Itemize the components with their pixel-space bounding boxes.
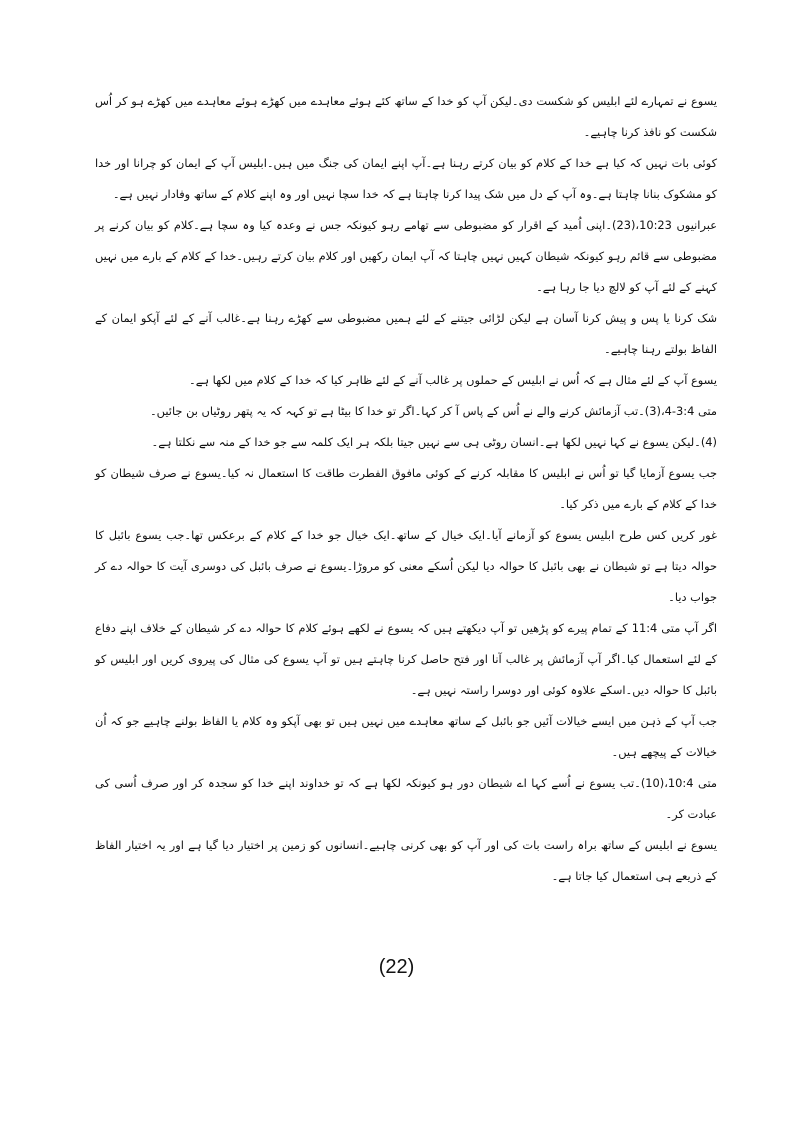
paragraph-1: یسوع نے تمہارے لئے ابلیس کو شکست دی۔لیکن آپ کو خدا کے ساتھ کئے ہوئے معاہدے میں کھڑے ہوئے معاہدے میں کھڑے ہو کر اُس شکست کو نافذ کرنا چاہیے۔ [95, 94, 717, 139]
paragraph-3: عبرانیوں 10:23،(23)۔اپنی اُمید کے اقرار کو مضبوطی سے تھامے رہو کیونکہ جس نے وعدہ کیا وہ سچا ہے۔کلام کو بیان کرنے پر مضبوطی سے قائم رہو کیونکہ شیطان کہیں نہیں چاہتا کہ آپ ایمان رکھیں اور کلام بیان کرتے رہیں۔خدا کے کلام کے بارے میں نہیں کہنے کے لئے آپ کو لالچ دیا جا رہا ہے۔ [95, 218, 717, 294]
paragraph-7: (4)۔لیکن یسوع نے کہا نہیں لکھا ہے۔انسان روٹی ہی سے نہیں جیتا بلکہ ہر ایک کلمہ سے جو خدا کے منہ سے نکلتا ہے۔ [151, 435, 717, 449]
paragraph-5: یسوع آپ کے لئے مثال ہے کہ اُس نے ابلیس کے حملوں پر غالب آنے کے لئے ظاہر کیا کہ خدا کے کلام میں لکھا ہے۔ [189, 373, 717, 387]
page-number: (22) [378, 956, 415, 978]
body-text [95, 86, 717, 892]
paragraph-11: جب آپ کے ذہن میں ایسے خیالات آئیں جو بائبل کے ساتھ معاہدے میں نہیں ہیں تو بھی آپکو وہ کلام یا الفاظ بولنے چاہیے جو کہ اُن خیالات کے پیچھے ہیں۔ [95, 714, 717, 759]
paragraph-9: غور کریں کس طرح ابلیس یسوع کو آزمانے آیا۔ایک خیال کے ساتھ۔ایک خیال جو خدا کے کلام کے برعکس تھا۔جب یسوع بائبل کا حوالہ دیتا ہے تو شیطان نے بھی بائبل کا حوالہ دیا لیکن اُسکے معنی کو مروڑا۔یسوع نے صرف بائبل کی دوسری آیت کا حوالہ دے کر جواب دیا۔ [95, 528, 717, 604]
paragraph-2: کوئی بات نہیں کہ کیا ہے خدا کے کلام کو بیان کرتے رہنا ہے۔آپ اپنے ایمان کی جنگ میں ہیں۔ابلیس آپ کے ایمان کو چرانا اور خدا کو مشکوک بنانا چاہتا ہے۔وہ آپ کے دل میں شک پیدا کرنا چاہتا ہے کہ خدا سچا نہیں اور وہ اپنے کلام کے ساتھ وفادار نہیں ہے۔ [95, 156, 717, 201]
paragraph-13: یسوع نے ابلیس کے ساتھ براہ راست بات کی اور آپ کو بھی کرنی چاہیے۔انسانوں کو زمین پر اختیار دیا گیا ہے اور یہ اختیار الفاظ کے ذریعے ہی استعمال کیا جاتا ہے۔ [95, 838, 717, 883]
paragraph-8: جب یسوع آزمایا گیا تو اُس نے ابلیس کا مقابلہ کرنے کے کوئی مافوق الفطرت طاقت کا استعمال نہ کیا۔یسوع نے صرف شیطان کو خدا کے کلام کے بارے میں ذکر کیا۔ [95, 466, 717, 511]
paragraph-10: اگر آپ متی 11:4 کے تمام پیرے کو پڑھیں تو آپ دیکھتے ہیں کہ یسوع نے لکھے ہوئے کلام کا حوالہ دے کر شیطان کے خلاف اپنے دفاع کے لئے استعمال کیا۔اگر آپ آزمائش پر غالب آنا اور فتح حاصل کرنا چاہتے ہیں تو آپ یسوع کی مثال کی پیروی کریں اور ابلیس کو بائبل کا حوالہ دیں۔اسکے علاوہ کوئی اور دوسرا راستہ نہیں ہے۔ [95, 621, 717, 697]
paragraph-4: شک کرنا یا پس و پیش کرنا آسان ہے لیکن لڑائی جیتنے کے لئے ہمیں مضبوطی سے کھڑے رہنا ہے۔غالب آنے کے لئے آپکو ایمان کے الفاظ بولتے رہنا چاہیے۔ [95, 311, 717, 356]
paragraph-12: متی 10:4،(10)۔تب یسوع نے اُسے کہا اے شیطان دور ہو کیونکہ لکھا ہے کہ تو خداوند اپنے خدا کو سجدہ کر اور صرف اُسی کی عبادت کر۔ [95, 776, 718, 821]
paragraph-6: متی 3:4-4،(3)۔تب آزمائش کرنے والے نے اُس کے پاس آ کر کہا۔اگر تو خدا کا بیٹا ہے تو کہہ کہ یہ پتھر روٹیاں بن جائیں۔ [150, 404, 717, 418]
